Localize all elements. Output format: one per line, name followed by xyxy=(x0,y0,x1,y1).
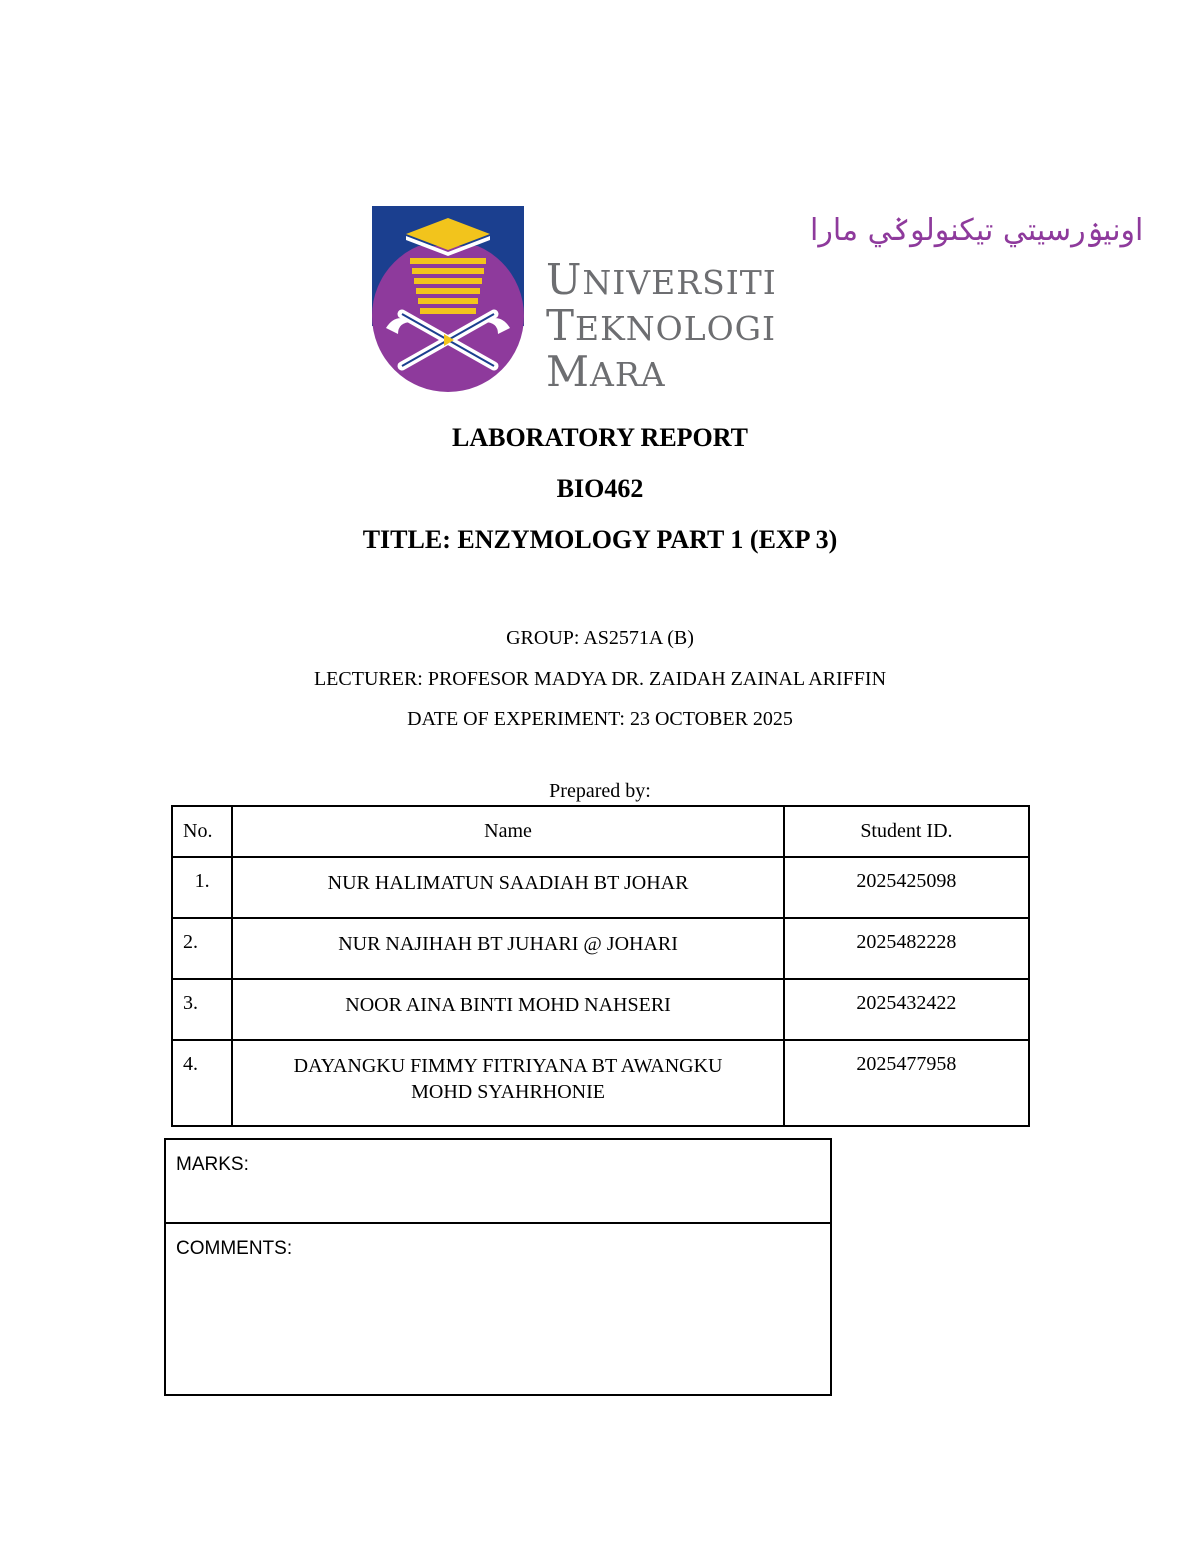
table-row xyxy=(172,1040,1029,1126)
prepared-by-label: Prepared by: xyxy=(549,780,651,802)
report-heading: LABORATORY REPORT xyxy=(451,423,748,452)
marks-label: MARKS: xyxy=(176,1154,249,1175)
comments-label: COMMENTS: xyxy=(176,1238,293,1259)
university-wordmark xyxy=(546,206,1144,396)
member-name: NUR HALIMATUN SAADIAH BT JOHAR xyxy=(232,857,784,918)
university-logo xyxy=(372,206,1144,396)
header-no: No. xyxy=(172,806,232,857)
table-row xyxy=(172,979,1029,1040)
svg-text:اونيۏرسيتي تيکنولوݢي مارا: اونيۏرسيتي تيکنولوݢي مارا xyxy=(810,213,1144,248)
logo-line-mara: MARA xyxy=(546,347,666,396)
member-name-line-2: MOHD SYAHRHONIE xyxy=(411,1081,606,1103)
student-id: 2025477958 xyxy=(784,1040,1029,1126)
row-number: 2. xyxy=(172,918,232,979)
member-name: NUR NAJIHAH BT JUHARI @ JOHARI xyxy=(232,918,784,979)
table-row xyxy=(172,918,1029,979)
member-name xyxy=(232,1040,784,1126)
logo-line-universiti: UNIVERSITI xyxy=(546,255,777,304)
student-id: 2025482228 xyxy=(784,918,1029,979)
report-title: TITLE: ENZYMOLOGY PART 1 (EXP 3) xyxy=(362,525,838,554)
header-student-id: Student ID. xyxy=(784,806,1029,857)
assessment-box xyxy=(164,1138,832,1396)
student-id: 2025432422 xyxy=(784,979,1029,1040)
date-line: DATE OF EXPERIMENT: 23 OCTOBER 2025 xyxy=(407,708,793,730)
table-header-row xyxy=(172,806,1029,857)
header-name: Name xyxy=(232,806,784,857)
lecturer-line: LECTURER: PROFESOR MADYA DR. ZAIDAH ZAINAL ARIFFIN xyxy=(313,668,887,690)
row-number: 3. xyxy=(172,979,232,1040)
course-code: BIO462 xyxy=(556,474,644,503)
member-name: NOOR AINA BINTI MOHD NAHSERI xyxy=(232,979,784,1040)
logo-line-teknologi: TEKNOLOGI xyxy=(546,301,777,350)
student-id: 2025425098 xyxy=(784,857,1029,918)
member-name-line-1: DAYANGKU FIMMY FITRIYANA BT AWANGKU xyxy=(293,1055,723,1077)
group-line: GROUP: AS2571A (B) xyxy=(506,627,694,649)
row-number: 1. xyxy=(172,857,232,918)
row-number: 4. xyxy=(172,1040,232,1126)
marks-section xyxy=(166,1140,830,1224)
uitm-emblem-icon xyxy=(372,206,524,392)
jawi-script-logotype xyxy=(546,206,1144,254)
members-table xyxy=(171,805,1030,1127)
table-row xyxy=(172,857,1029,918)
